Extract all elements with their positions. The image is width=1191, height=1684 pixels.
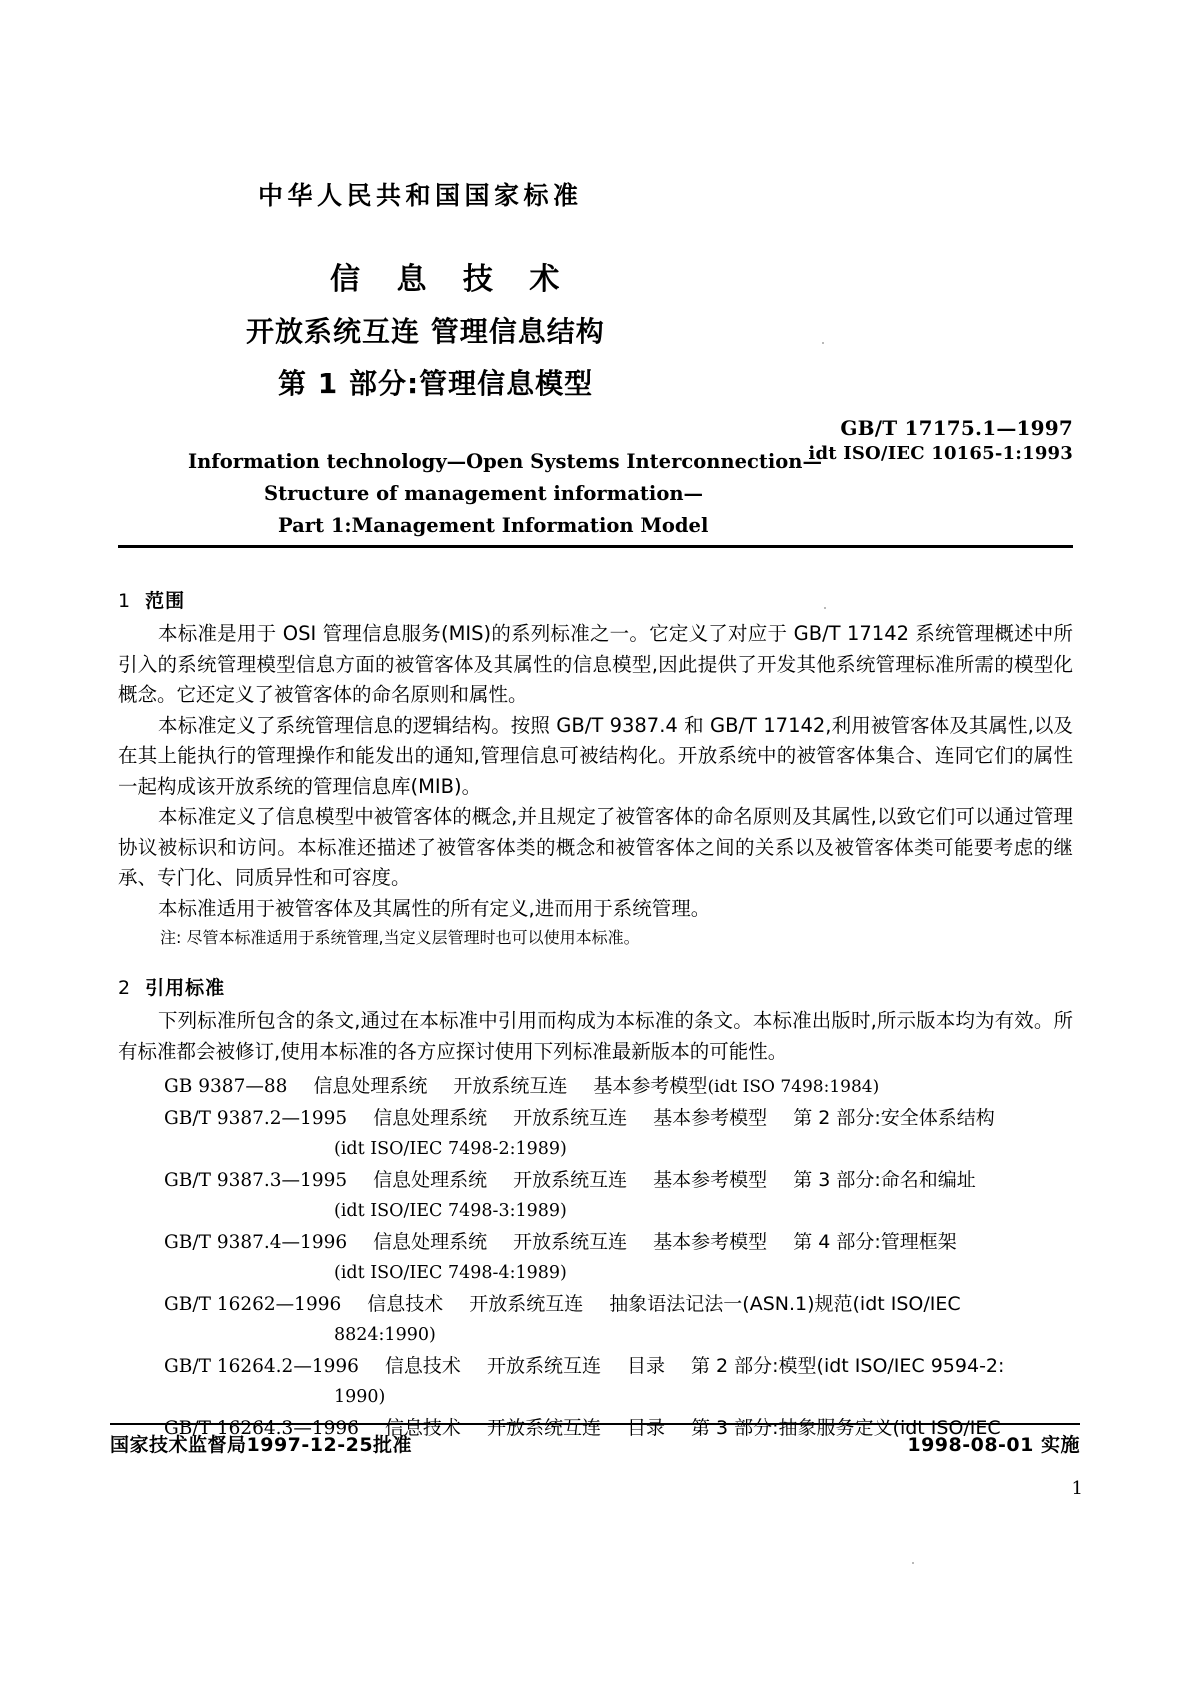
reference-text: 基本参考模型 [593,1075,708,1097]
document-title-line-3: 第 1 部分:管理信息模型 [278,367,594,400]
reference-text: 信息技术 [367,1292,444,1315]
section-title-1: 范围 [145,590,186,612]
section-number-2: 2 [118,977,132,999]
reference-code: GB/T 9387.2—1995 [164,1107,348,1129]
reference-iso: (idt ISO 7498:1984) [707,1077,880,1097]
reference-continuation: 1990) [334,1387,386,1407]
reference-item [118,1351,1073,1383]
reference-text: 开放系统互连 [486,1354,601,1377]
reference-item [118,1103,1073,1135]
normative-references-list [118,1071,1073,1444]
reference-text: 抽象语法记法一(ASN.1)规范(idt ISO/IEC [609,1292,961,1315]
footer-divider [110,1423,1080,1425]
reference-text: 信息处理系统 [373,1168,488,1191]
section-title-2: 引用标准 [145,977,226,999]
reference-code: GB/T 9387.4—1996 [164,1231,348,1253]
page-footer [110,1430,1080,1457]
reference-part: 第 2 部分:模型(idt ISO/IEC 9594-2: [690,1354,1005,1377]
reference-text: 开放系统互连 [513,1230,628,1253]
idt-standard-number: idt ISO/IEC 10165-1:1993 [808,443,1073,464]
section-heading-1 [118,586,1073,613]
reference-text: 目录 [626,1354,665,1377]
paragraph: 本标准定义了系统管理信息的逻辑结构。按照 GB/T 9387.4 和 GB/T 17142,利用被管客体及其属性,以及在其上能执行的管理操作和能发出的通知,管理信息可被结构化。开放系统中的被管客体集合、连同它们的属性一起构成该开放系统的管理信息库(MIB)。 [118,713,1073,798]
paragraph: 本标准适用于被管客体及其属性的所有定义,进而用于系统管理。 [158,896,711,920]
reference-text: 信息技术 [384,1416,461,1439]
reference-part: 第 2 部分:安全体系结构 [793,1106,995,1129]
reference-text: 开放系统互连 [513,1106,628,1129]
scan-speck [912,1562,914,1564]
reference-text: 目录 [626,1416,665,1439]
reference-text: 开放系统互连 [513,1168,628,1191]
english-title-line-1: Information technology—Open Systems Interconnection— [188,450,822,473]
reference-text: 信息处理系统 [373,1106,488,1129]
reference-continuation: (idt ISO/IEC 7498-2:1989) [334,1139,567,1159]
paragraph: 本标准定义了信息模型中被管客体的概念,并且规定了被管客体的命名原则及其属性,以致它们可以通过管理协议被标识和访问。本标准还描述了被管客体类的概念和被管客体之间的关系以及被管客体类可能要考虑的继承、专门化、同质异性和可容度。 [118,805,1073,889]
reference-text: 开放系统互连 [453,1075,568,1097]
document-title-line-2: 开放系统互连 管理信息结构 [246,315,605,348]
reference-text: 开放系统互连 [486,1416,601,1439]
reference-item [118,1071,1073,1103]
reference-text: 信息处理系统 [313,1075,428,1097]
standard-number-block [773,416,1073,464]
header-divider [118,545,1073,548]
reference-code: GB/T 9387.3—1995 [164,1169,348,1191]
reference-code: GB/T 16262—1996 [164,1293,342,1315]
section-number-1: 1 [118,590,132,612]
paragraph: 本标准是用于 OSI 管理信息服务(MIS)的系列标准之一。它定义了对应于 GB/T 17142 系统管理概述中所引入的系统管理模型信息方面的被管客体及其属性的信息模型,因此提供了开发其他系统管理标准所需的模型化概念。它还定义了被管客体的命名原则和属性。 [118,622,1073,706]
reference-text: 基本参考模型 [653,1106,768,1129]
paragraph: 下列标准所包含的条文,通过在本标准中引用而构成为本标准的条文。本标准出版时,所示版本均为有效。所有标准都会被修订,使用本标准的各方应探讨使用下列标准最新版本的可能性。 [118,1009,1073,1063]
reference-text: 基本参考模型 [653,1230,768,1253]
section-heading-2 [118,973,1073,1000]
reference-part: 第 3 部分:命名和编址 [793,1168,976,1191]
cover-block [118,176,1078,542]
reference-continuation: 8824:1990) [334,1325,436,1345]
reference-code: GB/T 16264.3—1996 [164,1417,359,1439]
reference-item [118,1227,1073,1259]
reference-code: GB 9387—88 [164,1076,288,1097]
document-body [118,586,1073,1444]
reference-text: 信息技术 [384,1354,461,1377]
english-title-line-2: Structure of management information— [264,482,704,505]
reference-part: 第 4 部分:管理框架 [793,1230,957,1253]
reference-continuation: (idt ISO/IEC 7498-4:1989) [334,1263,567,1283]
national-standard-label: 中华人民共和国国家标准 [258,181,583,210]
effective-date: 1998-08-01 实施 [907,1434,1080,1456]
reference-text: 信息处理系统 [373,1230,488,1253]
reference-item [118,1165,1073,1197]
standard-number: GB/T 17175.1—1997 [840,416,1073,440]
approval-statement: 国家技术监督局1997-12-25批准 [110,1434,413,1456]
reference-continuation: (idt ISO/IEC 7498-3:1989) [334,1201,567,1221]
document-title-line-1: 信 息 技 术 [330,262,573,297]
reference-text: 开放系统互连 [469,1292,584,1315]
reference-item [118,1289,1073,1321]
reference-part: 第 3 部分:抽象服务定义(idt ISO/IEC [690,1416,1001,1439]
section-note: 注: 尽管本标准适用于系统管理,当定义层管理时也可以使用本标准。 [160,928,640,947]
english-title-line-3: Part 1:Management Information Model [278,514,709,537]
reference-code: GB/T 16264.2—1996 [164,1355,359,1377]
reference-text: 基本参考模型 [653,1168,768,1191]
page-number: 1 [1071,1478,1083,1499]
